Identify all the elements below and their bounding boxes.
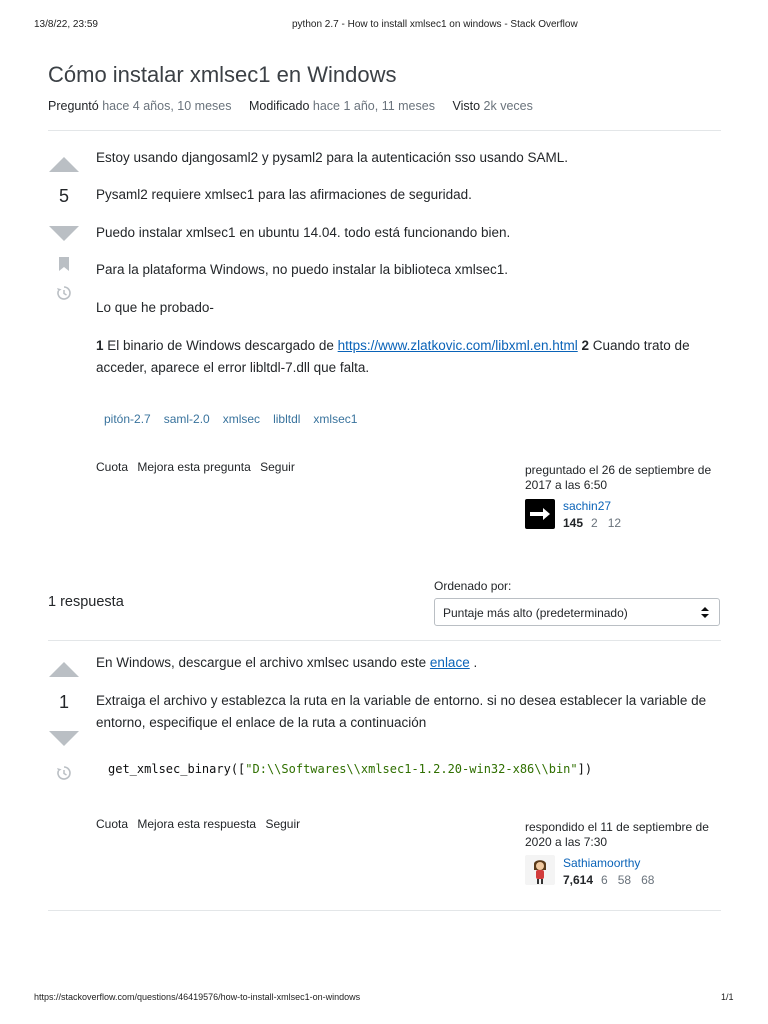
- answer-downvote-button[interactable]: [49, 731, 79, 746]
- answer-actions: [96, 817, 306, 831]
- question-upvote-button[interactable]: [49, 157, 79, 172]
- question-paragraph-2: Pysaml2 requiere xmlsec1 para las afirmaciones de seguridad.: [96, 187, 472, 202]
- paragraph-6-text-b: Cuando trato de acceder, aparece el error libltdl-7.dll que falta.: [96, 338, 690, 375]
- question-paragraph-6: [96, 335, 716, 379]
- question-actions: [96, 460, 301, 474]
- answers-count: 1 respuesta: [48, 594, 124, 610]
- modified-value[interactable]: hace 1 año, 11 meses: [312, 99, 435, 113]
- silver-badges: 2: [591, 516, 598, 530]
- code-block: [108, 762, 592, 776]
- xmlsec-download-link[interactable]: enlace: [429, 655, 470, 670]
- asked-label: Preguntó: [48, 99, 99, 113]
- print-title: python 2.7 - How to install xmlsec1 on windows - Stack Overflow: [292, 19, 578, 30]
- print-page-number: 1/1: [721, 992, 734, 1002]
- question-paragraph-3: Puedo instalar xmlsec1 en ubuntu 14.04. todo está funcionando bien.: [96, 225, 511, 240]
- modified-label: Modificado: [248, 99, 310, 113]
- share-answer-link[interactable]: Cuota: [96, 817, 129, 831]
- follow-answer-link[interactable]: Seguir: [265, 817, 301, 831]
- answered-timestamp: respondido el 11 de septiembre de 2020 a las 7:30: [525, 820, 709, 849]
- paragraph-6-text-a: El binario de Windows descargado de: [103, 338, 338, 353]
- tag-list: [104, 410, 370, 428]
- print-date: 13/8/22, 23:59: [34, 19, 98, 30]
- tag-xmlsec[interactable]: xmlsec: [222, 412, 261, 426]
- improve-answer-link[interactable]: Mejora esta respuesta: [137, 817, 257, 831]
- answer-upvote-button[interactable]: [49, 662, 79, 677]
- bronze-badges: 68: [641, 873, 655, 887]
- reputation-score: 7,614: [563, 873, 594, 887]
- question-meta: [48, 99, 547, 113]
- list-number-1: 1: [96, 338, 104, 353]
- question-owner-reputation: [563, 516, 631, 530]
- viewed-value: 2k veces: [483, 99, 533, 113]
- asked-timestamp: preguntado el 26 de septiembre de 2017 a las 6:50: [525, 463, 712, 492]
- tag-python[interactable]: pitón-2.7: [104, 412, 151, 426]
- title-divider: [48, 130, 721, 131]
- bookmark-icon[interactable]: [56, 256, 72, 272]
- answer-paragraph-2: Extraiga el archivo y establezca la ruta en la variable de entorno. si no desea establecer la variable de entorno, especifique el enlace de la ruta a continuación: [96, 693, 707, 730]
- answer-paragraph-1-end: .: [469, 655, 478, 670]
- history-icon[interactable]: [56, 765, 72, 781]
- bronze-badges: 12: [607, 516, 622, 530]
- cartoon-avatar-icon: [525, 855, 555, 885]
- question-downvote-button[interactable]: [49, 226, 79, 241]
- code-string: "D:\\Softwares\\xmlsec1-1.2.20-win32-x86\\bin": [245, 762, 578, 776]
- code-end: ]): [577, 762, 593, 776]
- question-paragraph-1: Estoy usando djangosaml2 y pysaml2 para la autenticación sso usando SAML.: [96, 150, 569, 165]
- answer-owner-reputation: [563, 873, 664, 887]
- viewed-label: Visto: [452, 99, 481, 113]
- sort-select-value: Puntaje más alto (predeterminado): [443, 606, 628, 620]
- question-owner-name[interactable]: sachin27: [563, 499, 612, 513]
- tag-libltdl[interactable]: libltdl: [273, 412, 301, 426]
- answer-paragraph-1: [96, 652, 716, 674]
- answer-score: 1: [58, 692, 69, 712]
- arrow-avatar-icon: [525, 499, 555, 529]
- question-title[interactable]: Cómo instalar xmlsec1 en Windows: [48, 62, 397, 87]
- improve-question-link[interactable]: Mejora esta pregunta: [137, 460, 251, 474]
- answers-divider: [48, 640, 721, 641]
- tag-saml[interactable]: saml-2.0: [163, 412, 210, 426]
- share-question-link[interactable]: Cuota: [96, 460, 129, 474]
- follow-question-link[interactable]: Seguir: [260, 460, 295, 474]
- question-score: 5: [58, 186, 69, 206]
- sort-arrows-icon: [701, 607, 709, 618]
- history-icon[interactable]: [56, 285, 72, 301]
- avatar[interactable]: [525, 855, 555, 885]
- code-function: get_xmlsec_binary([: [108, 762, 246, 776]
- answer-owner-name[interactable]: Sathiamoorthy: [563, 856, 641, 870]
- answer-divider: [48, 910, 721, 911]
- answer-paragraph-1-text: En Windows, descargue el archivo xmlsec usando este: [96, 655, 430, 670]
- gold-badges: 6: [601, 873, 608, 887]
- list-number-2: 2: [577, 338, 589, 353]
- zlatkovic-link[interactable]: https://www.zlatkovic.com/libxml.en.html: [337, 338, 578, 353]
- sort-select[interactable]: [434, 598, 720, 626]
- avatar[interactable]: [525, 499, 555, 529]
- print-url: https://stackoverflow.com/questions/46419576/how-to-install-xmlsec1-on-windows: [34, 992, 361, 1002]
- tag-xmlsec1[interactable]: xmlsec1: [313, 412, 358, 426]
- question-paragraph-4: Para la plataforma Windows, no puedo instalar la biblioteca xmlsec1.: [96, 262, 508, 277]
- reputation-score: 145: [563, 516, 584, 530]
- sort-label: Ordenado por:: [434, 579, 512, 593]
- question-paragraph-5: Lo que he probado-: [96, 300, 214, 315]
- asked-value: hace 4 años, 10 meses: [102, 99, 232, 113]
- silver-badges: 58: [617, 873, 632, 887]
